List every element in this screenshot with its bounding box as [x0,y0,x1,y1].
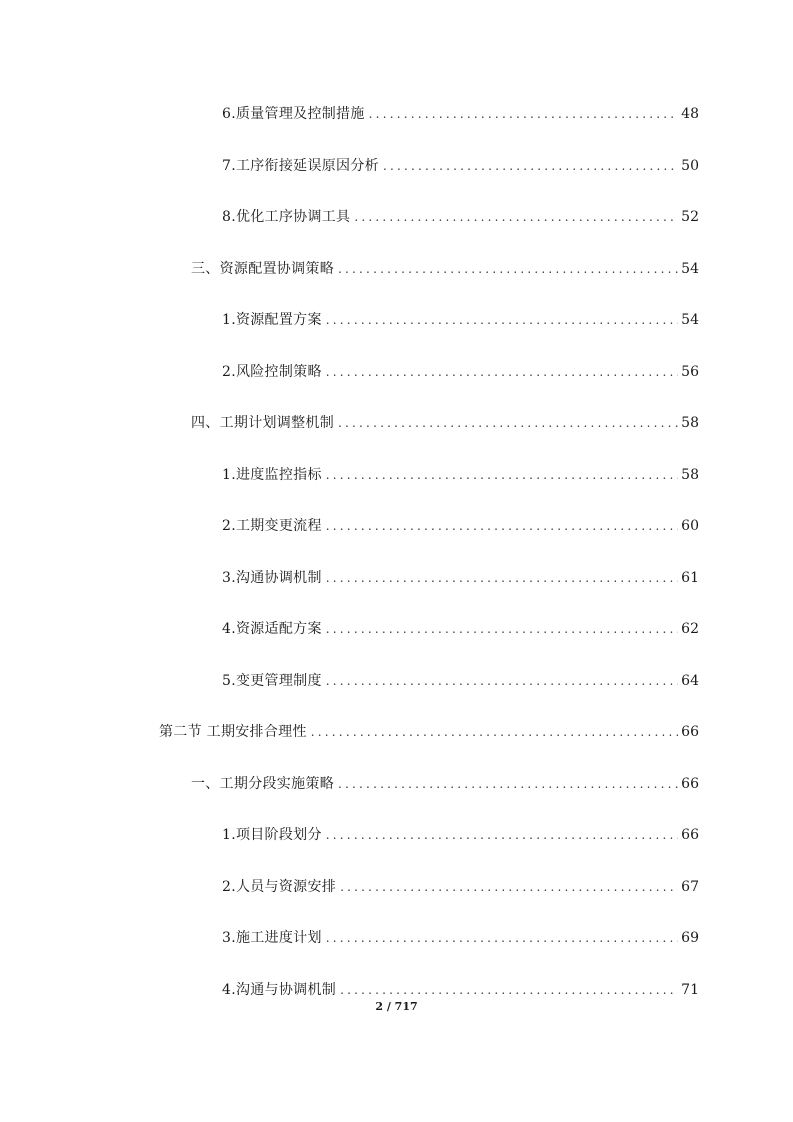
toc-entry-title: 4.沟通与协调机制 [222,981,337,998]
toc-entry[interactable] [0,258,793,310]
toc-entry-line [191,412,699,434]
toc-entry-line [222,824,699,846]
toc-entry-line [191,773,699,795]
toc-entry-line [222,927,699,949]
toc-entry[interactable] [0,824,793,876]
toc-dot-leader [383,155,678,177]
toc-entry-page-number: 50 [681,157,699,174]
toc-entry[interactable] [0,567,793,619]
toc-entry-line [222,618,699,640]
toc-entry-line [222,309,699,331]
toc-entry-page-number: 71 [681,981,699,998]
toc-entry-title: 1.资源配置方案 [222,312,322,328]
toc-entry[interactable] [0,721,793,773]
toc-entry-page-number: 62 [681,621,699,637]
toc-entry-page-number: 61 [681,569,699,586]
toc-entry[interactable] [0,412,793,464]
toc-entry-page-number: 66 [681,775,699,792]
toc-dot-leader [326,824,678,846]
toc-dot-leader [369,103,679,125]
toc-dot-leader [326,515,678,537]
toc-entry-title: 3.沟通协调机制 [222,569,322,586]
toc-entry-line [159,721,699,743]
toc-dot-leader [326,670,678,692]
toc-entry-title: 5.变更管理制度 [222,672,322,689]
toc-entry-page-number: 52 [681,209,699,225]
toc-entry-line [222,567,699,589]
toc-entry-title: 2.工期变更流程 [222,518,322,534]
toc-dot-leader [326,464,678,486]
toc-entry-title: 6.质量管理及控制措施 [222,106,365,122]
toc-dot-leader [340,979,678,1001]
toc-entry-title: 4.资源适配方案 [222,621,322,637]
toc-entry-title: 8.优化工序协调工具 [222,209,351,225]
toc-entry-page-number: 64 [681,672,699,689]
toc-entry-title: 7.工序衔接延误原因分析 [222,157,379,174]
toc-entry-page-number: 54 [681,312,699,328]
toc-dot-leader [326,309,678,331]
toc-entry-line [222,103,699,125]
toc-entry-page-number: 67 [681,878,699,895]
page-number-footer: 2 / 717 [375,1000,418,1013]
toc-entry-page-number: 58 [681,466,699,483]
toc-entry[interactable] [0,206,793,258]
toc-entry-title: 三、资源配置协调策略 [191,260,334,277]
toc-entry-line [222,155,699,177]
toc-dot-leader [338,412,678,434]
toc-entry-page-number: 60 [681,518,699,534]
toc-entry[interactable] [0,464,793,516]
toc-entry-page-number: 54 [681,260,699,277]
toc-entry-line [222,876,699,898]
toc-entry-title: 四、工期计划调整机制 [191,415,334,431]
toc-dot-leader [338,773,678,795]
toc-entry-title: 2.风险控制策略 [222,363,322,380]
toc-entry-page-number: 69 [681,930,699,946]
toc-dot-leader [326,927,678,949]
toc-entry[interactable] [0,618,793,670]
toc-dot-leader [326,567,678,589]
toc-entry-title: 1.进度监控指标 [222,466,322,483]
toc-entry[interactable] [0,876,793,928]
toc-dot-leader [338,258,678,280]
toc-dot-leader [326,618,678,640]
toc-entry[interactable] [0,155,793,207]
toc-entry-line [222,464,699,486]
toc-entry-line [222,361,699,383]
toc-entry-title: 第二节 工期安排合理性 [159,724,307,740]
toc-entry[interactable] [0,927,793,979]
toc-entry-line [191,258,699,280]
table-of-contents [0,103,793,1030]
toc-entry-title: 一、工期分段实施策略 [191,775,334,792]
toc-dot-leader [354,206,678,228]
toc-entry-line [222,670,699,692]
toc-entry-page-number: 58 [681,415,699,431]
toc-entry-line [222,206,699,228]
toc-entry-page-number: 48 [681,106,699,122]
toc-entry[interactable] [0,103,793,155]
toc-entry-line [222,979,699,1001]
toc-dot-leader [340,876,678,898]
toc-dot-leader [326,361,678,383]
toc-entry-page-number: 66 [681,827,699,843]
toc-entry[interactable] [0,670,793,722]
toc-entry-page-number: 56 [681,363,699,380]
toc-entry-title: 2.人员与资源安排 [222,878,337,895]
toc-entry-page-number: 66 [681,724,699,740]
toc-dot-leader [311,721,678,743]
toc-entry[interactable] [0,773,793,825]
toc-entry-title: 3.施工进度计划 [222,930,322,946]
toc-entry-line [222,515,699,537]
toc-entry-title: 1.项目阶段划分 [222,827,322,843]
toc-entry[interactable] [0,361,793,413]
toc-entry[interactable] [0,309,793,361]
toc-entry[interactable] [0,515,793,567]
